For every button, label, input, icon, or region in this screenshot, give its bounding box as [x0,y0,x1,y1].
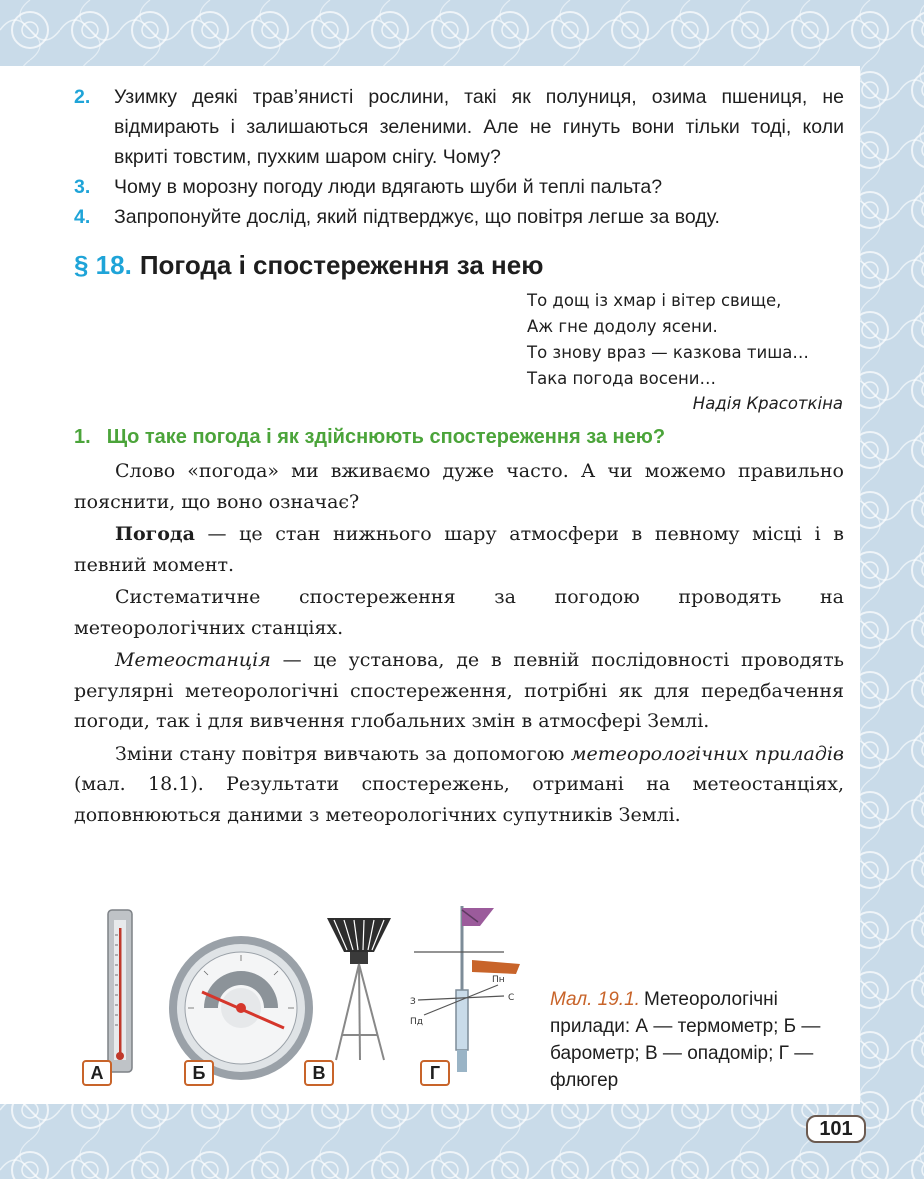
section-title: Погода і спостереження за нею [139,250,544,280]
term-italic: метеорологічних приладів [570,742,844,765]
caption-text: Метеорологічні прилади: А — термометр; Б — барометр; В — опадомір; Г — флюгер [550,989,821,1091]
question-number: 2. [74,86,91,108]
figure-caption [550,986,840,1094]
term-italic: Метеостанція [115,649,271,671]
poem-line: Аж гне додолу ясени. [527,317,718,336]
subsection-heading [74,426,665,449]
question-item-3 [74,172,844,202]
question-number: 4. [74,206,91,228]
epigraph-poem [527,288,809,392]
paragraph-text: — це стан нижнього шару атмосфери в певному місці і в певний момент. [74,523,844,576]
section-number: § 18. [74,250,132,280]
paragraph [74,519,844,580]
question-item-4 [74,202,844,232]
weather-vane-image [410,906,520,1072]
barometer-image [169,936,313,1080]
question-text: Чому в морозну погоду люди вдягають шуби й теплі пальта? [114,176,663,198]
question-number: 3. [74,176,91,198]
vane-letter-n: Пн [492,975,505,985]
body-text [74,456,844,832]
epigraph-author: Надія Красоткіна [692,394,843,413]
figure-label-b: Б [184,1060,214,1086]
poem-line: То знову враз — казкова тиша… [527,343,809,362]
thermometer-image [108,910,132,1072]
page-number: 101 [806,1115,866,1143]
vane-letter-s: С [508,993,515,1003]
figure-label-a: А [82,1060,112,1086]
question-text: Узимку деякі трав’янисті рослини, такі як полуниця, озима пшениця, не відмирають і залишаються зеленими. Але не гинуть вони тільки тоді, коли вкриті товстим, пухким шаром снігу. Чому? [114,86,844,168]
paragraph: Слово «погода» ми вживаємо дуже часто. А чи можемо правильно пояснити, що воно означає? [74,460,844,513]
paragraph-text: (мал. 18.1). Результати спостережень, отримані на метеостанціях, доповнюються даними з метеорологічних супутників Землі. [74,773,844,826]
paragraph-text: Зміни стану повітря вивчають за допомогою [115,742,571,765]
subsection-number: 1. [74,426,91,448]
vane-letter-w: З [410,997,416,1007]
paragraph-text: — це установа, де в певній послідовності проводять регулярні метеорологічні спостереження, потрібні як для передбачення погоди, так і для вивчення глобальних змін в атмосфері Землі. [74,649,844,732]
vane-letter-e: Пд [410,1017,423,1027]
section-heading [74,250,543,281]
poem-line: Така погода восени… [527,369,716,388]
figure-label-g: Г [420,1060,450,1086]
question-text: Запропонуйте дослід, який підтверджує, що повітря легше за воду. [114,206,720,228]
paragraph [74,645,844,737]
rain-gauge-image [327,918,391,1060]
instruments-figure [74,900,549,1090]
paragraph [74,739,844,831]
subsection-title: Що таке погода і як здійснюють спостереження за нею? [106,426,666,448]
figure-label-v: В [304,1060,334,1086]
caption-label: Мал. 19.1. [550,989,640,1010]
paragraph: Систематичне спостереження за погодою проводять на метеорологічних станціях. [74,586,844,639]
term-bold: Погода [115,523,195,545]
question-item-2 [74,82,844,172]
poem-line: То дощ із хмар і вітер свище, [527,291,782,310]
